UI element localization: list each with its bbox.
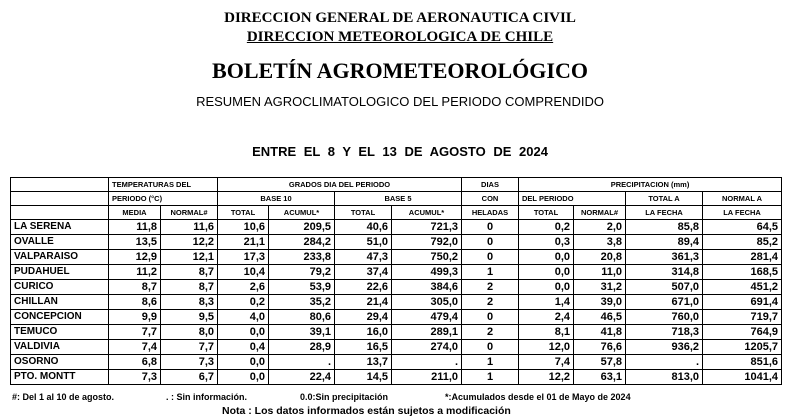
total-base10-cell: 0,0	[218, 355, 269, 370]
con-header: CON	[462, 192, 519, 206]
table-row	[11, 370, 782, 385]
media-cell: 7,7	[109, 325, 161, 340]
table-row	[11, 280, 782, 295]
normal-fecha-cell: 1041,4	[703, 370, 782, 385]
table-row	[11, 295, 782, 310]
dias-header: DIAS	[462, 178, 519, 192]
normal-temp-cell: 8,0	[161, 325, 218, 340]
normal-precip-cell: 31,2	[574, 280, 626, 295]
table-row	[11, 355, 782, 370]
normal-precip-cell: 2,0	[574, 220, 626, 235]
total-base10-cell: 17,3	[218, 250, 269, 265]
normal-fecha-cell: 168,5	[703, 265, 782, 280]
total-base5-cell: 47,3	[335, 250, 392, 265]
normal-temp-cell: 7,3	[161, 355, 218, 370]
acumul-base5-cell: 479,4	[392, 310, 462, 325]
grados-dia-header: GRADOS DIA DEL PERIODO	[218, 178, 462, 192]
total-base5-cell: 29,4	[335, 310, 392, 325]
normal-fecha-cell: 85,2	[703, 235, 782, 250]
media-cell: 11,2	[109, 265, 161, 280]
acumul-base10-cell: .	[269, 355, 335, 370]
acumul-base10-cell: 284,2	[269, 235, 335, 250]
acumul-base5-cell: 289,1	[392, 325, 462, 340]
total-base5-cell: 16,0	[335, 325, 392, 340]
base5-header: BASE 5	[335, 192, 462, 206]
station-name: CURICO	[11, 280, 109, 295]
media-cell: 8,6	[109, 295, 161, 310]
media-cell: 7,4	[109, 340, 161, 355]
normal-temp-cell: 12,1	[161, 250, 218, 265]
station-name: CONCEPCION	[11, 310, 109, 325]
normal-temp-cell: 8,7	[161, 280, 218, 295]
table-body	[11, 220, 782, 385]
acumul-base5-cell: 211,0	[392, 370, 462, 385]
total-base5-cell: 37,4	[335, 265, 392, 280]
media-cell: 6,8	[109, 355, 161, 370]
total-base10-cell: 0,0	[218, 325, 269, 340]
footnote-zero: 0.0:Sin precipitación	[300, 392, 389, 402]
acumul-base5-cell: 721,3	[392, 220, 462, 235]
temperaturas-header: TEMPERATURAS DEL	[109, 178, 218, 192]
page-subtitle: RESUMEN AGROCLIMATOLOGICO DEL PERIODO COMPRENDIDO	[196, 94, 604, 109]
normal-precip-cell: 39,0	[574, 295, 626, 310]
total-precip-cell: 0,0	[519, 265, 574, 280]
col-total-fecha: LA FECHA	[626, 206, 703, 220]
normal-fecha-cell: 691,4	[703, 295, 782, 310]
station-name: OSORNO	[11, 355, 109, 370]
header-line-2: DIRECCION METEOROLOGICA DE CHILE	[246, 29, 554, 45]
total-base10-cell: 2,6	[218, 280, 269, 295]
total-precip-cell: 0,0	[519, 280, 574, 295]
normal-precip-cell: 57,8	[574, 355, 626, 370]
normal-fecha-cell: 764,9	[703, 325, 782, 340]
normal-fecha-cell: 719,7	[703, 310, 782, 325]
header-blank	[11, 206, 109, 220]
acumul-base10-cell: 35,2	[269, 295, 335, 310]
normal-temp-cell: 9,5	[161, 310, 218, 325]
col-total-base10: TOTAL	[218, 206, 269, 220]
normal-a-header: NORMAL A	[703, 192, 782, 206]
acumul-base10-cell: 39,1	[269, 325, 335, 340]
total-base10-cell: 0,0	[218, 370, 269, 385]
agro-table	[10, 177, 782, 385]
col-total-precip: TOTAL	[519, 206, 574, 220]
acumul-base10-cell: 53,9	[269, 280, 335, 295]
acumul-base5-cell: 750,2	[392, 250, 462, 265]
total-base5-cell: 14,5	[335, 370, 392, 385]
station-name: PUDAHUEL	[11, 265, 109, 280]
total-fecha-cell: 813,0	[626, 370, 703, 385]
nota-text: Nota : Los datos informados están sujetos a modificación	[222, 405, 511, 417]
acumul-base10-cell: 28,9	[269, 340, 335, 355]
footnote-dot: . : Sin información.	[166, 392, 248, 402]
col-normal-fecha: LA FECHA	[703, 206, 782, 220]
normal-fecha-cell: 281,4	[703, 250, 782, 265]
total-precip-cell: 1,4	[519, 295, 574, 310]
media-cell: 12,9	[109, 250, 161, 265]
acumul-base10-cell: 22,4	[269, 370, 335, 385]
table-row	[11, 250, 782, 265]
media-cell: 7,3	[109, 370, 161, 385]
total-fecha-cell: .	[626, 355, 703, 370]
normal-temp-cell: 8,7	[161, 265, 218, 280]
normal-fecha-cell: 64,5	[703, 220, 782, 235]
normal-fecha-cell: 451,2	[703, 280, 782, 295]
station-name: TEMUCO	[11, 325, 109, 340]
table-row	[11, 265, 782, 280]
acumul-base5-cell: .	[392, 355, 462, 370]
station-name: PTO. MONTT	[11, 370, 109, 385]
normal-temp-cell: 12,2	[161, 235, 218, 250]
acumul-base10-cell: 79,2	[269, 265, 335, 280]
total-fecha-cell: 89,4	[626, 235, 703, 250]
total-precip-cell: 0,3	[519, 235, 574, 250]
total-precip-cell: 7,4	[519, 355, 574, 370]
total-base10-cell: 10,4	[218, 265, 269, 280]
page-title: BOLETÍN AGROMETEOROLÓGICO	[212, 58, 588, 83]
acumul-base10-cell: 80,6	[269, 310, 335, 325]
col-normal-temp: NORMAL#	[161, 206, 218, 220]
normal-precip-cell: 41,8	[574, 325, 626, 340]
total-fecha-cell: 718,3	[626, 325, 703, 340]
total-base10-cell: 0,4	[218, 340, 269, 355]
normal-precip-cell: 46,5	[574, 310, 626, 325]
normal-fecha-cell: 851,6	[703, 355, 782, 370]
heladas-cell: 0	[462, 220, 519, 235]
base10-header: BASE 10	[218, 192, 335, 206]
heladas-cell: 1	[462, 370, 519, 385]
normal-temp-cell: 11,6	[161, 220, 218, 235]
table-header	[11, 178, 782, 220]
total-precip-cell: 0,2	[519, 220, 574, 235]
del-periodo-header: DEL PERIODO	[519, 192, 626, 206]
period-range: ENTRE EL 8 Y EL 13 DE AGOSTO DE 2024	[252, 144, 548, 159]
acumul-base5-cell: 274,0	[392, 340, 462, 355]
normal-precip-cell: 76,6	[574, 340, 626, 355]
total-base5-cell: 21,4	[335, 295, 392, 310]
precipitacion-header: PRECIPITACION (mm)	[519, 178, 782, 192]
media-cell: 11,8	[109, 220, 161, 235]
total-base10-cell: 4,0	[218, 310, 269, 325]
total-fecha-cell: 361,3	[626, 250, 703, 265]
heladas-cell: 0	[462, 250, 519, 265]
total-fecha-cell: 507,0	[626, 280, 703, 295]
station-name: VALDIVIA	[11, 340, 109, 355]
col-media: MEDIA	[109, 206, 161, 220]
total-precip-cell: 0,0	[519, 250, 574, 265]
table-row	[11, 340, 782, 355]
acumul-base10-cell: 209,5	[269, 220, 335, 235]
normal-temp-cell: 8,3	[161, 295, 218, 310]
total-fecha-cell: 760,0	[626, 310, 703, 325]
total-precip-cell: 2,4	[519, 310, 574, 325]
normal-precip-cell: 3,8	[574, 235, 626, 250]
col-heladas: HELADAS	[462, 206, 519, 220]
station-name: LA SERENA	[11, 220, 109, 235]
media-cell: 8,7	[109, 280, 161, 295]
total-base5-cell: 13,7	[335, 355, 392, 370]
col-acumul-base10: ACUMUL*	[269, 206, 335, 220]
total-base10-cell: 0,2	[218, 295, 269, 310]
header-line-1: DIRECCION GENERAL DE AERONAUTICA CIVIL	[224, 10, 576, 26]
total-fecha-cell: 85,8	[626, 220, 703, 235]
col-normal-precip: NORMAL#	[574, 206, 626, 220]
table-row	[11, 310, 782, 325]
total-base5-cell: 40,6	[335, 220, 392, 235]
table-row	[11, 220, 782, 235]
heladas-cell: 0	[462, 310, 519, 325]
periodo-header: PERIODO (°C)	[109, 192, 218, 206]
acumul-base10-cell: 233,8	[269, 250, 335, 265]
footnote-hash: #: Del 1 al 10 de agosto.	[12, 392, 115, 402]
normal-temp-cell: 6,7	[161, 370, 218, 385]
col-total-base5: TOTAL	[335, 206, 392, 220]
total-precip-cell: 12,2	[519, 370, 574, 385]
header-blank	[11, 178, 109, 192]
footnote-star: *:Acumulados desde el 01 de Mayo de 2024	[445, 392, 631, 402]
normal-precip-cell: 20,8	[574, 250, 626, 265]
heladas-cell: 1	[462, 355, 519, 370]
col-acumul-base5: ACUMUL*	[392, 206, 462, 220]
total-base5-cell: 51,0	[335, 235, 392, 250]
total-base10-cell: 21,1	[218, 235, 269, 250]
acumul-base5-cell: 384,6	[392, 280, 462, 295]
total-precip-cell: 8,1	[519, 325, 574, 340]
station-name: OVALLE	[11, 235, 109, 250]
total-fecha-cell: 314,8	[626, 265, 703, 280]
acumul-base5-cell: 499,3	[392, 265, 462, 280]
normal-fecha-cell: 1205,7	[703, 340, 782, 355]
table-row	[11, 325, 782, 340]
total-a-header: TOTAL A	[626, 192, 703, 206]
normal-temp-cell: 7,7	[161, 340, 218, 355]
normal-precip-cell: 11,0	[574, 265, 626, 280]
heladas-cell: 2	[462, 295, 519, 310]
station-name: CHILLAN	[11, 295, 109, 310]
heladas-cell: 1	[462, 265, 519, 280]
acumul-base5-cell: 305,0	[392, 295, 462, 310]
heladas-cell: 2	[462, 280, 519, 295]
total-base10-cell: 10,6	[218, 220, 269, 235]
media-cell: 13,5	[109, 235, 161, 250]
station-name: VALPARAISO	[11, 250, 109, 265]
total-base5-cell: 16,5	[335, 340, 392, 355]
acumul-base5-cell: 792,0	[392, 235, 462, 250]
heladas-cell: 0	[462, 235, 519, 250]
heladas-cell: 2	[462, 325, 519, 340]
normal-precip-cell: 63,1	[574, 370, 626, 385]
heladas-cell: 0	[462, 340, 519, 355]
total-fecha-cell: 936,2	[626, 340, 703, 355]
total-base5-cell: 22,6	[335, 280, 392, 295]
media-cell: 9,9	[109, 310, 161, 325]
table-row	[11, 235, 782, 250]
header-blank	[11, 192, 109, 206]
total-precip-cell: 12,0	[519, 340, 574, 355]
total-fecha-cell: 671,0	[626, 295, 703, 310]
